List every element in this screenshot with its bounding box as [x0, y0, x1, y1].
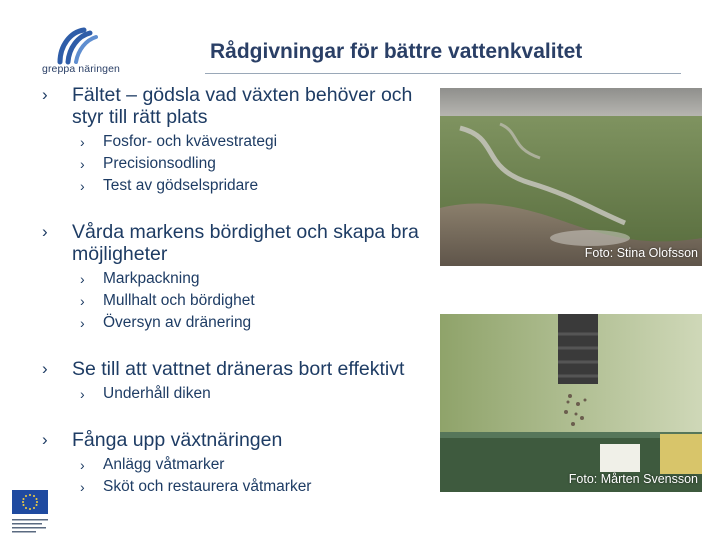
chevron-right-icon: ›	[42, 430, 48, 449]
chevron-right-icon: ›	[80, 293, 85, 309]
bullet-2	[42, 221, 437, 265]
sub-bullet: › Mullhalt och bördighet	[42, 290, 437, 312]
logo-wordmark: greppa näringen	[42, 63, 120, 75]
bullet-1	[42, 84, 437, 128]
chevron-right-icon: ›	[80, 134, 85, 150]
bullet-text: Fånga upp växtnäringen	[72, 429, 283, 451]
chevron-right-icon: ›	[80, 178, 85, 194]
eu-logo	[10, 490, 54, 534]
sub-bullet: › Precisionsodling	[42, 153, 437, 175]
sub-bullet: › Test av gödselspridare	[42, 175, 437, 197]
chevron-right-icon: ›	[80, 386, 85, 402]
sub-bullet: › Fosfor- och kvävestrategi	[42, 131, 437, 153]
chevron-right-icon: ›	[42, 222, 48, 241]
spreader-photo	[440, 314, 702, 492]
chevron-right-icon: ›	[80, 479, 85, 495]
chevron-right-icon: ›	[80, 315, 85, 331]
photo-credit: Foto: Stina Olofsson	[584, 246, 698, 260]
field-photo	[440, 88, 702, 266]
photo-credit: Foto: Mårten Svensson	[568, 472, 698, 486]
page-title: Rådgivningar för bättre vattenkvalitet	[210, 40, 583, 63]
sub-bullet: › Anlägg våtmarker	[42, 454, 437, 476]
bullet-3	[42, 358, 437, 380]
title-divider	[205, 73, 681, 74]
logo-swoosh-icon	[40, 26, 140, 66]
bullet-4	[42, 429, 437, 451]
sub-bullet: › Underhåll diken	[42, 383, 437, 405]
sub-bullet: › Översyn av dränering	[42, 312, 437, 334]
chevron-right-icon: ›	[80, 271, 85, 287]
sub-bullet: › Sköt och restaurera våtmarker	[42, 476, 437, 498]
bullet-text: Se till att vattnet dräneras bort effektivt	[72, 358, 405, 380]
bullet-text: Vårda markens bördighet och skapa bra möjligheter	[72, 221, 419, 265]
eu-flag-icon	[12, 490, 48, 514]
chevron-right-icon: ›	[80, 457, 85, 473]
chevron-right-icon: ›	[80, 156, 85, 172]
sub-bullet: › Markpackning	[42, 268, 437, 290]
bullet-text: Fältet – gödsla vad växten behöver och styr till rätt plats	[72, 84, 413, 128]
chevron-right-icon: ›	[42, 85, 48, 104]
bullet-list	[42, 84, 437, 498]
chevron-right-icon: ›	[42, 359, 48, 378]
eu-text-lines	[12, 518, 52, 534]
